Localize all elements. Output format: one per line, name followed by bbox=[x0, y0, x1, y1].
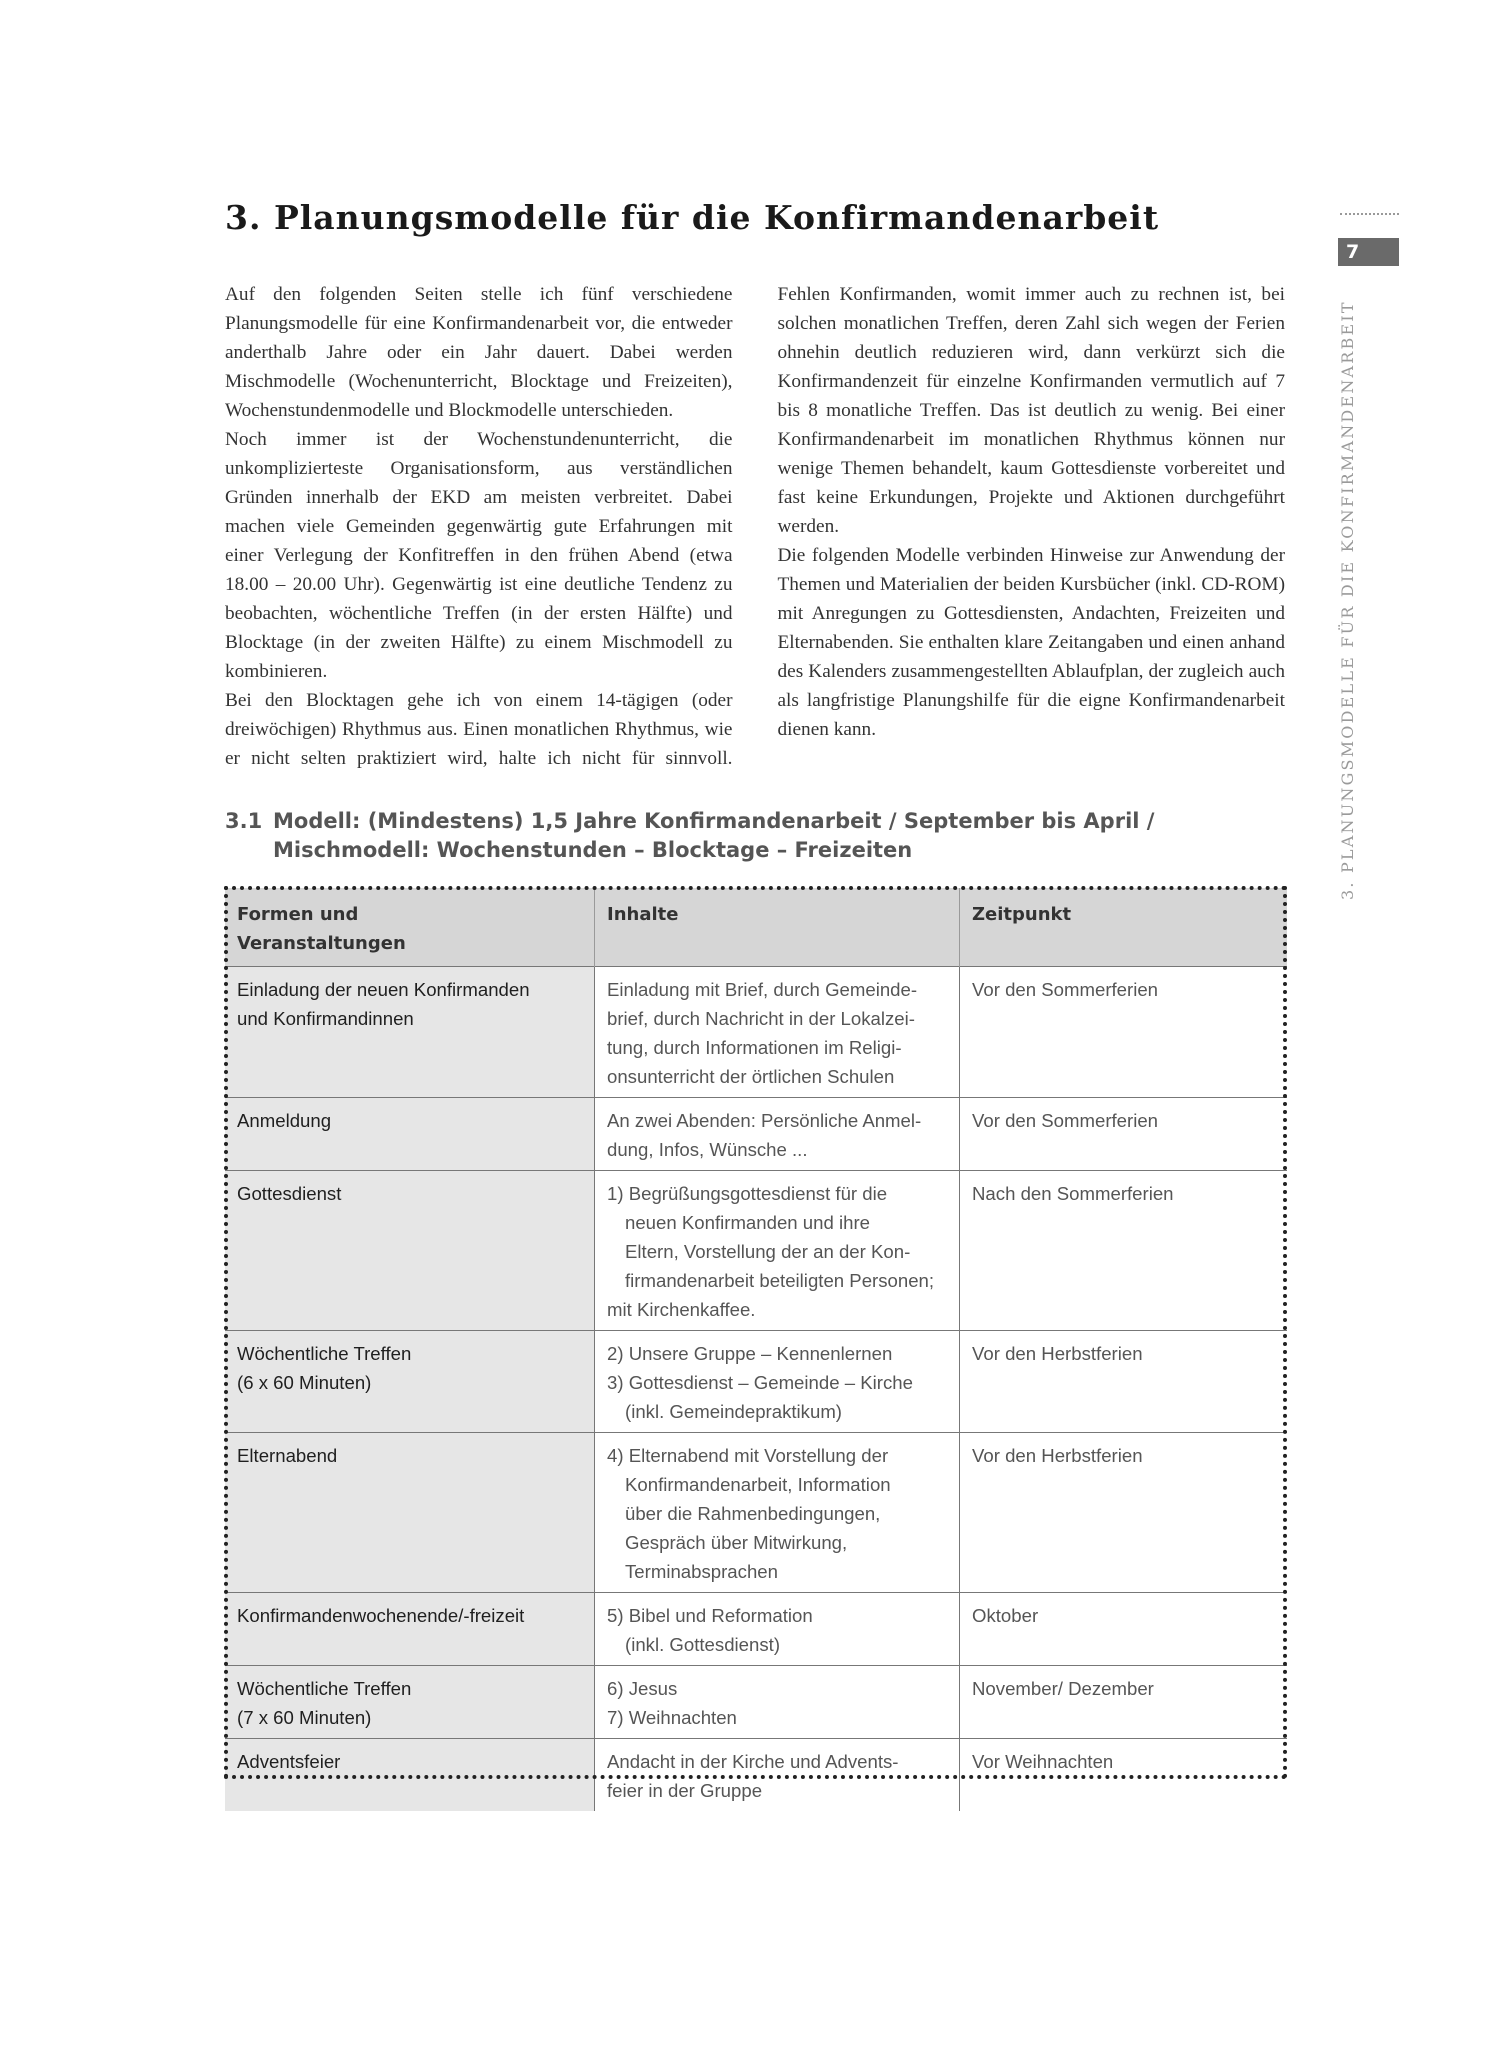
cell-line: über die Rahmenbedingungen, bbox=[625, 1503, 881, 1524]
cell-line: firmandenarbeit beteiligten Personen; bbox=[625, 1270, 935, 1291]
running-head: 3. PLANUNGSMODELLE FÜR DIE KONFIRMANDENARBEIT bbox=[1338, 300, 1357, 900]
cell-time: Oktober bbox=[960, 1593, 1288, 1666]
cell-line: (7 x 60 Minuten) bbox=[237, 1707, 372, 1728]
cell-line: An zwei Abenden: Persönliche Anmel- bbox=[607, 1110, 922, 1131]
cell-line: Einladung der neuen Konfirmanden bbox=[237, 979, 530, 1000]
cell-line: Gottesdienst bbox=[237, 1183, 342, 1204]
cell-line: Anmeldung bbox=[237, 1110, 332, 1131]
intro-paragraph: Bei den Blocktagen gehe ich von einem 14-tägigen (oder dreiwöchigen) Rhythmus aus. Einen monatlichen Rhythmus, wie er nicht selten praktiziert wird, halte ich nicht für sinnvoll. Fehlen Konfirmanden, womit immer auch zu rechnen ist, bei solchen monatlichen Treffen, deren Zahl sich wegen der Ferien ohnehin deutlich reduzieren wird, dann verkürzt sich die Konfirmandenzeit für einzelne Konfirmanden vermutlich auf 7 bis 8 monatliche Treffen. Das ist deutlich zu wenig. Bei einer Konfirmandenarbeit im monatlichen Rhythmus können nur wenige Themen behandelt, kaum Gottesdienste vorbereitet und fast keine Erkundungen, Projekte und Aktionen durchgeführt werden. bbox=[225, 284, 1285, 769]
cell-time: Vor den Sommerferien bbox=[960, 1098, 1288, 1171]
cell-form bbox=[225, 1331, 595, 1433]
cell-form bbox=[225, 1739, 595, 1812]
table-row bbox=[225, 1098, 1287, 1171]
cell-line: Wöchentliche Treffen bbox=[237, 1343, 412, 1364]
cell-line: Andacht in der Kirche und Advents- bbox=[607, 1751, 899, 1772]
margin-dotted-rule bbox=[1340, 213, 1399, 215]
cell-line: tung, durch Informationen im Religi- bbox=[607, 1037, 902, 1058]
cell-time: Nach den Sommerferien bbox=[960, 1171, 1288, 1331]
header-contents: Inhalte bbox=[595, 888, 960, 967]
cell-time: Vor den Herbstferien bbox=[960, 1433, 1288, 1593]
cell-line: Elternabend bbox=[237, 1445, 338, 1466]
cell-line: (inkl. Gottesdienst) bbox=[625, 1634, 781, 1655]
cell-line: Konfirmandenwochenende/-freizeit bbox=[237, 1605, 525, 1626]
table-row bbox=[225, 1171, 1287, 1331]
cell-line: Adventsfeier bbox=[237, 1751, 341, 1772]
cell-line: feier in der Gruppe bbox=[607, 1780, 763, 1801]
cell-line: neuen Konfirmanden und ihre bbox=[625, 1212, 870, 1233]
cell-line: Eltern, Vorstellung der an der Kon- bbox=[625, 1241, 911, 1262]
cell-line: Terminabsprachen bbox=[625, 1561, 778, 1582]
section-title bbox=[273, 807, 1154, 865]
cell-line: und Konfirmandinnen bbox=[237, 1008, 414, 1029]
intro-paragraph: Auf den folgenden Seiten stelle ich fünf verschiedene Planungsmodelle für eine Konfirmandenarbeit vor, die entweder anderthalb Jahre oder ein Jahr dauert. Dabei werden Mischmodelle (Wochenunterricht, Blocktage und Freizeiten), Wochenstundenmodelle und Blockmodelle unterschieden. bbox=[225, 284, 733, 421]
header-forms-line: Formen und bbox=[237, 904, 359, 925]
table-row bbox=[225, 1331, 1287, 1433]
cell-line: (inkl. Gemeindepraktikum) bbox=[625, 1401, 842, 1422]
cell-line: Konfirmandenarbeit, Information bbox=[625, 1474, 891, 1495]
cell-line: 7) Weihnachten bbox=[607, 1707, 737, 1728]
cell-form bbox=[225, 1098, 595, 1171]
cell-line: 5) Bibel und Reformation bbox=[607, 1605, 813, 1626]
cell-content bbox=[595, 1739, 960, 1812]
cell-line: 6) Jesus bbox=[607, 1678, 678, 1699]
cell-content bbox=[595, 1433, 960, 1593]
cell-content bbox=[595, 1171, 960, 1331]
cell-line: Wöchentliche Treffen bbox=[237, 1678, 412, 1699]
header-forms-line: Veranstaltungen bbox=[237, 933, 406, 954]
intro-text bbox=[225, 280, 1285, 773]
chapter-title: 3. Planungsmodelle für die Konfirmandenarbeit bbox=[225, 198, 1160, 237]
table-row bbox=[225, 1739, 1287, 1812]
intro-paragraph: Die folgenden Modelle verbinden Hinweise zur Anwendung der Themen und Materialien der beiden Kursbücher (inkl. CD-ROM) mit Anregungen zu Gottesdiensten, Andachten, Freizeiten und Elternabenden. Sie enthalten klare Zeitangaben und einen anhand des Kalenders zusammengestellten Ablaufplan, der zugleich auch als langfristige Planungshilfe für die eigne Konfirmandenarbeit dienen kann. bbox=[777, 545, 1285, 740]
cell-time: Vor Weihnachten bbox=[960, 1739, 1288, 1812]
cell-line: 1) Begrüßungsgottesdienst für die bbox=[607, 1183, 888, 1204]
cell-line: 3) Gottesdienst – Gemeinde – Kirche bbox=[607, 1372, 913, 1393]
cell-form bbox=[225, 967, 595, 1098]
section-title-line: Modell: (Mindestens) 1,5 Jahre Konfirmandenarbeit / September bis April / bbox=[273, 809, 1155, 833]
planning-table bbox=[225, 888, 1287, 1811]
cell-line: Einladung mit Brief, durch Gemeinde- bbox=[607, 979, 918, 1000]
cell-time: November/ Dezember bbox=[960, 1666, 1288, 1739]
cell-line: dung, Infos, Wünsche ... bbox=[607, 1139, 808, 1160]
cell-content bbox=[595, 1593, 960, 1666]
cell-form bbox=[225, 1666, 595, 1739]
table-row bbox=[225, 1666, 1287, 1739]
cell-line: brief, durch Nachricht in der Lokalzei- bbox=[607, 1008, 915, 1029]
table-row bbox=[225, 967, 1287, 1098]
cell-form bbox=[225, 1171, 595, 1331]
cell-form bbox=[225, 1593, 595, 1666]
table-row bbox=[225, 1433, 1287, 1593]
header-forms bbox=[225, 888, 595, 967]
section-title-line: Mischmodell: Wochenstunden – Blocktage – Freizeiten bbox=[273, 838, 913, 862]
cell-line: onsunterricht der örtlichen Schulen bbox=[607, 1066, 895, 1087]
cell-content bbox=[595, 1098, 960, 1171]
section-number: 3.1 bbox=[225, 809, 263, 833]
page-number: 7 bbox=[1338, 238, 1399, 266]
cell-line: 2) Unsere Gruppe – Kennenlernen bbox=[607, 1343, 893, 1364]
cell-content bbox=[595, 967, 960, 1098]
table-row bbox=[225, 1593, 1287, 1666]
cell-line: Gespräch über Mitwirkung, bbox=[625, 1532, 848, 1553]
cell-time: Vor den Sommerferien bbox=[960, 967, 1288, 1098]
section-heading bbox=[225, 807, 1295, 865]
table-header-row bbox=[225, 888, 1287, 967]
intro-paragraph: Noch immer ist der Wochenstundenunterricht, die unkomplizierteste Organisationsform, aus verständlichen Gründen innerhalb der EKD am meisten verbreitet. Dabei machen viele Gemeinden gegenwärtig gute Erfahrungen mit einer Verlegung der Konfitreffen in den frühen Abend (etwa 18.00 – 20.00 Uhr). Gegenwärtig ist eine deutliche Tendenz zu beobachten, wöchentliche Treffen (in der ersten Hälfte) und Blocktage (in der zweiten Hälfte) zu einem Mischmodell zu kombinieren. bbox=[225, 429, 733, 682]
cell-time: Vor den Herbstferien bbox=[960, 1331, 1288, 1433]
cell-line: (6 x 60 Minuten) bbox=[237, 1372, 372, 1393]
cell-form bbox=[225, 1433, 595, 1593]
cell-line: 4) Elternabend mit Vorstellung der bbox=[607, 1445, 889, 1466]
cell-content bbox=[595, 1331, 960, 1433]
cell-line: mit Kirchenkaffee. bbox=[607, 1299, 756, 1320]
cell-content bbox=[595, 1666, 960, 1739]
header-time: Zeitpunkt bbox=[960, 888, 1288, 967]
